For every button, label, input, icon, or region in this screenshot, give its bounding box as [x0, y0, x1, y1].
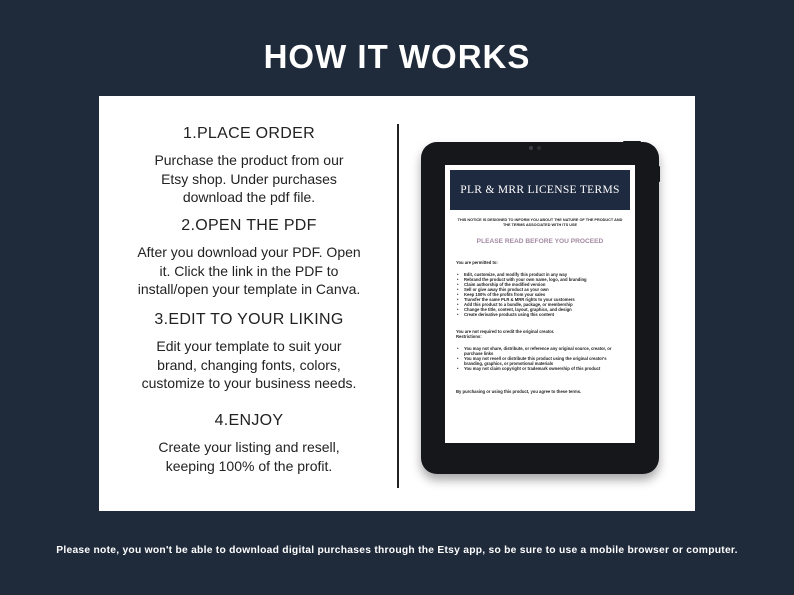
- step-2-heading: 2.OPEN THE PDF: [181, 217, 317, 234]
- column-divider: [397, 124, 399, 488]
- steps-column: [99, 96, 399, 511]
- document-notice: THIS NOTICE IS DESIGNED TO INFORM YOU ABOUT THE NATURE OF THE PRODUCT AND THE TERMS ASSOCIATED WITH ITS USE: [457, 218, 623, 227]
- list-item: • Claim authorship of the modified version: [456, 282, 626, 287]
- list-item: • Transfer the same PLR & MRR rights to your customers: [456, 297, 626, 302]
- list-item: • Add this product to a bundle, package, or membership: [456, 302, 626, 307]
- step-4-text: Create your listing and resell, keeping 100% of the profit.: [158, 439, 340, 474]
- credit-note: You are not required to credit the original creator.: [456, 329, 555, 334]
- step-4-heading: 4.ENJOY: [214, 412, 284, 429]
- permitted-list: [456, 272, 626, 317]
- list-item: • Sell or give away this product as your own: [456, 287, 626, 292]
- closing-statement: By purchasing or using this product, you agree to these terms.: [456, 389, 582, 394]
- step-3-heading: 3.EDIT TO YOUR LIKING: [154, 311, 344, 328]
- step-1-text: Purchase the product from our Etsy shop. Under purchases download the pdf file.: [154, 152, 344, 205]
- license-document: [445, 165, 635, 443]
- list-item: • Create derivative products using this content: [456, 312, 626, 317]
- step-1-heading: 1.PLACE ORDER: [183, 125, 315, 142]
- step-2-text: After you download your PDF. Open it. Click the link in the PDF to install/open your template in Canva.: [137, 244, 361, 297]
- document-title: PLR & MRR LICENSE TERMS: [450, 170, 630, 210]
- list-item: • You may not claim copyright or trademark ownership of this product: [456, 366, 626, 371]
- camera-icon: [529, 146, 533, 150]
- tablet-mockup: [421, 142, 659, 474]
- restrictions-list: [456, 346, 626, 371]
- list-item: • Keep 100% of the profits from your sales: [456, 292, 626, 297]
- list-item: • Change the title, content, layout, graphics, and design: [456, 307, 626, 312]
- list-item: • Rebrand the product with your own name, logo, and branding: [456, 277, 626, 282]
- instructions-card: [99, 96, 695, 511]
- step-3-text: Edit your template to suit your brand, changing fonts, colors, customize to your business needs.: [141, 338, 357, 391]
- permitted-heading: You are permitted to:: [456, 260, 498, 265]
- list-item: • Edit, customize, and modify this product in any way: [456, 272, 626, 277]
- read-before-heading: PLEASE READ BEFORE YOU PROCEED: [476, 238, 604, 245]
- sensor-icon: [537, 146, 541, 150]
- footer-note: Please note, you won't be able to download digital purchases through the Etsy app, so be sure to use a mobile browser or computer.: [56, 545, 738, 556]
- restrictions-heading: Restrictions:: [456, 334, 482, 339]
- list-item: • You may not resell or distribute this product using the original creator's branding, graphics, or promotional materials: [456, 356, 626, 366]
- list-item: • You may not share, distribute, or reference any original source, creator, or purchase links: [456, 346, 626, 356]
- page-title: HOW IT WORKS: [263, 38, 531, 75]
